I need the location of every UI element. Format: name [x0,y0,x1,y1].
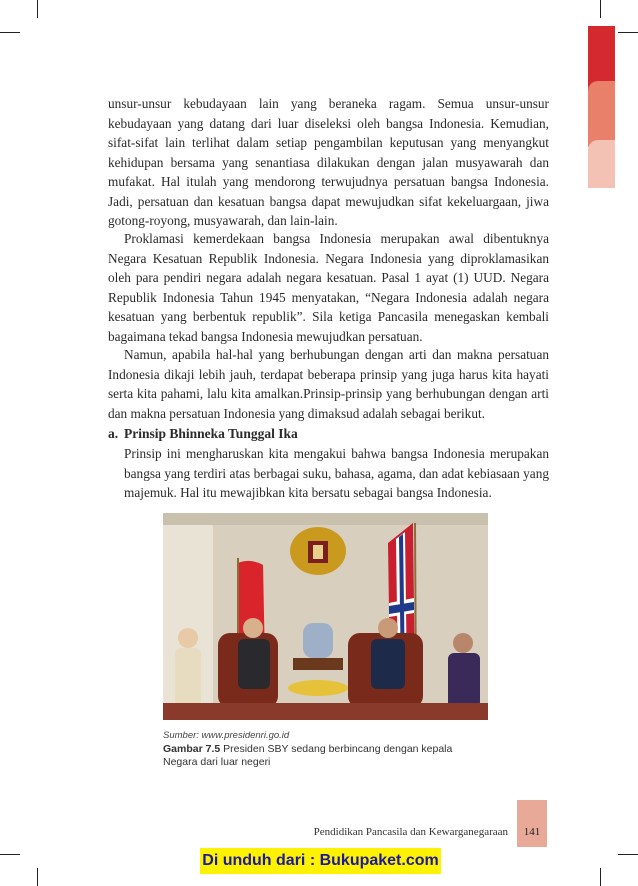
section-label: a. [108,426,119,441]
crop-mark [618,32,638,33]
chapter-tab-light [588,140,615,188]
chapter-tab-mid [588,81,615,147]
paragraph-3: Namun, apabila hal-hal yang berhubungan dengan arti dan makna persatuan Indonesia dikaji lebih jauh, terdapat beberapa prinsip yang juga harus kita hayati serta kita pahami, lalu kita amalkan.Prinsip-prinsip yang berhubungan dengan arti dan makna persatuan Indonesia yang dimaksud adalah sebagai berikut. [108,347,549,421]
paragraph-1: unsur-unsur kebudayaan lain yang beraneka ragam. Semua unsur-unsur kebudayaan yang datang dari luar diseleksi oleh bangsa Indonesia. Kemudian, sifat-sifat lain terlihat dalam setiap pengambilan keputusan yang menyangkut kehidupan bersama yang senantiasa dilakukan dengan jalan musyawarah dan mufakat. Hal itulah yang mendorong terwujudnya persatuan bangsa Indonesia. Jadi, persatuan dan kesatuan bangsa dapat mewujudkan sifat kekeluargaan, jiwa gotong-royong, musyawarah, dan lain-lain. [108,96,549,228]
crop-mark [600,0,601,18]
section-heading [108,426,298,442]
figure-photo [163,513,488,720]
section-body: Prinsip ini mengharuskan kita mengakui bahwa bangsa Indonesia merupakan bangsa yang terdiri atas berbagai suku, bahasa, agama, dan adat kebiasaan yang majemuk. Hal itu mewajibkan kita bersatu sebagai bangsa Indonesia. [124,446,549,500]
crop-mark [0,32,20,33]
figure-source: Sumber: www.presidenri.go.id [163,730,290,741]
paragraph-2: Proklamasi kemerdekaan bangsa Indonesia merupakan awal dibentuknya Negara Kesatuan Republik Indonesia. Negara Indonesia yang diproklamasikan oleh para pendiri negara adalah negara kesatuan. Pasal 1 ayat (1) UUD. Negara Republik Indonesia Tahun 1945 menyatakan, “Negara Indonesia adalah negara kesatuan yang berbentuk republik”. Sila ketiga Pancasila menegaskan kembali bagaimana tekad bangsa Indonesia mewujudkan persatuan. [108,231,549,344]
figure-caption [163,743,483,769]
crop-mark [618,854,638,855]
page-number-box [517,800,547,847]
crop-mark [37,0,38,18]
meeting-photo-illustration [163,513,488,720]
download-banner[interactable]: Di unduh dari : Bukupaket.com [200,848,441,874]
page-number: 141 [523,826,541,838]
crop-mark [0,854,20,855]
section-title: Prinsip Bhinneka Tunggal Ika [124,426,298,441]
figure-caption-text: Presiden SBY sedang berbincang dengan kepala Negara dari luar negeri [163,743,453,768]
crop-mark [600,868,601,886]
figure-label: Gambar 7.5 [163,743,221,755]
crop-mark [37,868,38,886]
footer-book-title: Pendidikan Pancasila dan Kewarganegaraan [313,826,508,838]
